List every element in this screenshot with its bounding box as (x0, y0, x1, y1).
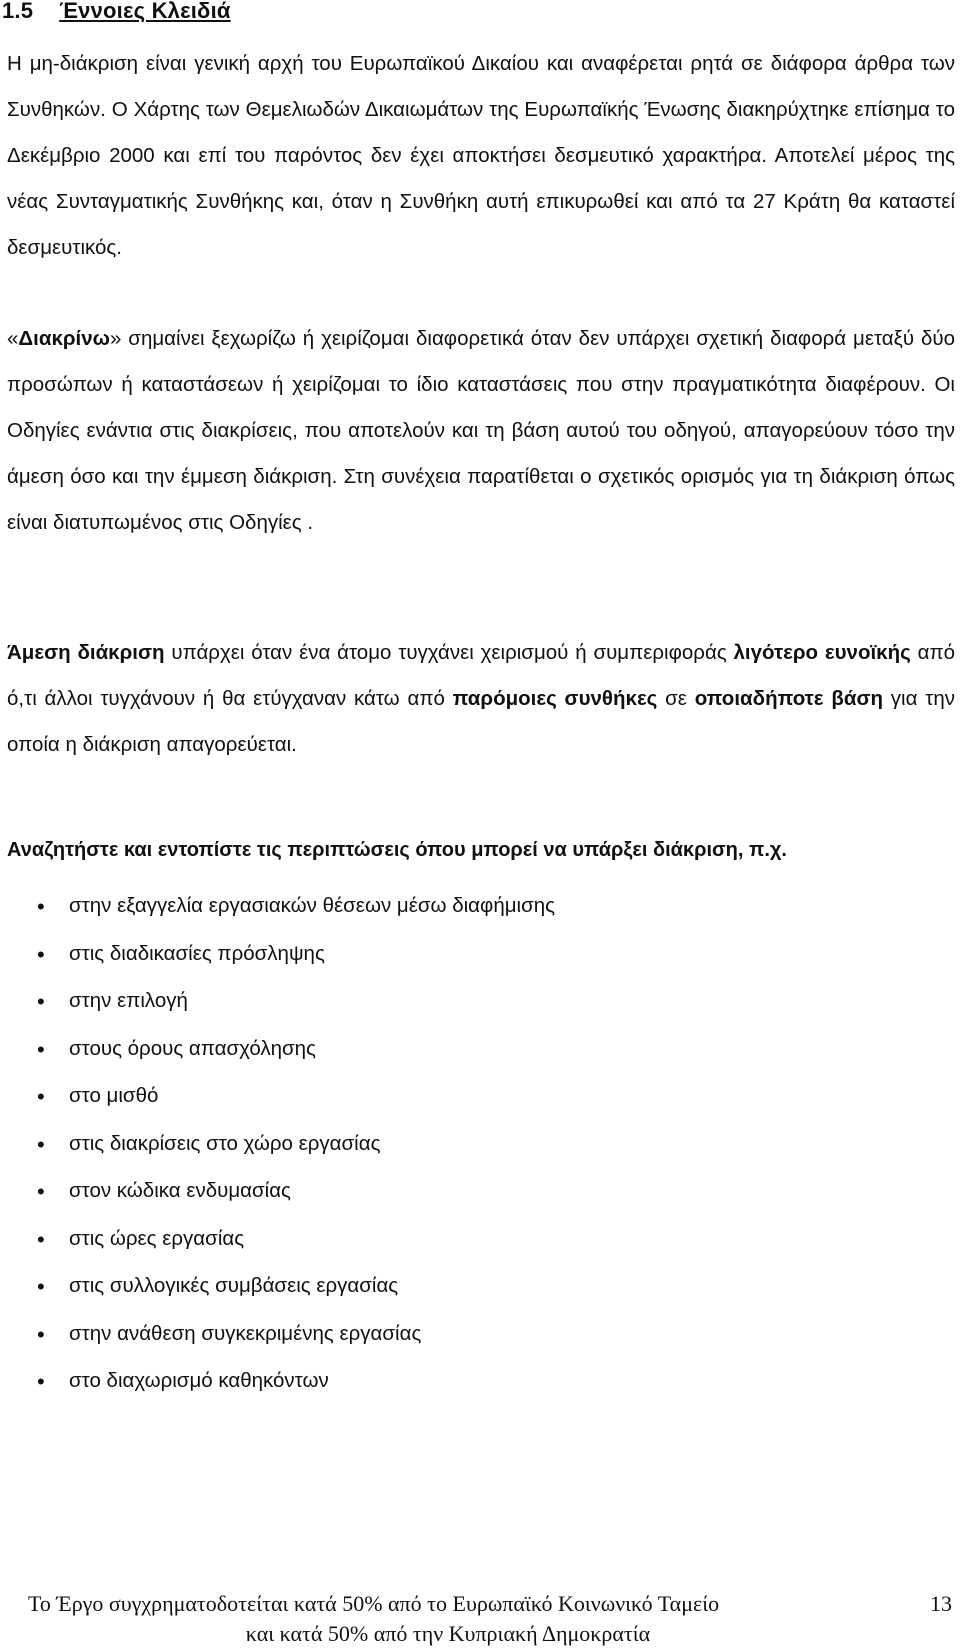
list-item-text: στην επιλογή (69, 989, 188, 1012)
definition-text: » σημαίνει ξεχωρίζω ή χειρίζομαι διαφορετικά όταν δεν υπάρχει σχετική διαφορά μεταξύ δύο προσώπων ή καταστάσεων ή χειρίζομαι το ίδιο καταστάσεις που στην πραγματικότητα διαφέρουν. Οι Οδηγίες ενάντια στις διακρίσεις, που αποτελούν και τη βάση αυτού του οδηγού, απαγορεύουν τόσο την άμεση όσο και την έμμεση διάκριση. Στη συνέχεια παρατίθεται ο σχετικός ορισμός για τη διάκριση όπως είναι διατυπωμένος στις Οδηγίες . (7, 327, 955, 534)
bullet-icon: • (37, 989, 45, 1014)
call-to-action: Αναζητήστε και εντοπίστε τις περιπτώσεις όπου μπορεί να υπάρξει διάκριση, π.χ. (7, 839, 787, 861)
text-segment: σε (657, 687, 695, 710)
list-item-text: στην ανάθεση συγκεκριμένης εργασίας (69, 1321, 422, 1345)
bold-any-ground: οποιαδήποτε βάση (694, 687, 883, 710)
open-quote: « (7, 327, 19, 350)
bullet-icon: • (37, 1036, 45, 1062)
footer-funding-line: Το Έργο συγχρηματοδοτείται κατά 50% από το Ευρωπαϊκό Κοινωνικό Ταμείο (28, 1591, 720, 1616)
footer-funding-line-2: και κατά 50% από την Κυπριακή Δημοκρατία (245, 1621, 651, 1646)
bullet-icon: • (37, 1131, 45, 1157)
list-item-text: στο διαχωρισμό καθηκόντων (69, 1369, 329, 1392)
bold-similar-conditions: παρόμοιες συνθήκες (452, 687, 658, 710)
bullet-icon: • (37, 1226, 45, 1252)
section-heading (2, 0, 231, 24)
bullet-icon: • (37, 1179, 45, 1204)
list-item-text: στο μισθό (69, 1084, 159, 1107)
term-direct-discrimination: Άμεση διάκριση (7, 641, 165, 664)
bold-less-favourable: λιγότερο ευνοϊκής (733, 641, 911, 664)
bullet-icon: • (37, 1084, 45, 1109)
bullet-icon: • (37, 1274, 45, 1299)
paragraph-direct-discrimination (7, 630, 955, 768)
list-item-text: στις ώρες εργασίας (69, 1226, 245, 1250)
list-item-text: στις συλλογικές συμβάσεις εργασίας (69, 1274, 399, 1297)
section-number: 1.5 (2, 0, 34, 23)
bullet-icon: • (37, 1321, 45, 1347)
bullet-icon: • (37, 1369, 45, 1394)
term-discriminate: Διακρίνω (18, 327, 110, 350)
section-title: Έννοιες Κλειδιά (59, 0, 231, 23)
page-number: 13 (930, 1591, 952, 1616)
text-segment: υπάρχει όταν ένα άτομο τυγχάνει χειρισμού ή συμπεριφοράς (164, 641, 734, 664)
bullet-icon: • (37, 941, 45, 967)
paragraph-discriminate-definition (7, 316, 955, 546)
text-segment: για την οποία η διάκριση απαγορεύεται. (7, 687, 955, 756)
paragraph-non-discrimination: Η μη-διάκριση είναι γενική αρχή του Ευρωπαϊκού Δικαίου και αναφέρεται ρητά σε διάφορα άρθρα των Συνθηκών. Ο Χάρτης των Θεμελιωδών Δικαιωμάτων της Ευρωπαϊκής Ένωσης διακηρύχτηκε επίσημα το Δεκέμβριο 2000 και επί του παρόντος δεν έχει αποκτήσει δεσμευτικό χαρακτήρα. Αποτελεί μέρος της νέας Συνταγματικής Συνθήκης και, όταν η Συνθήκη αυτή επικυρωθεί και από τα 27 Κράτη θα καταστεί δεσμευτικός. (7, 52, 955, 259)
text-segment: από ό,τι άλλοι τυγχάνουν ή θα ετύγχαναν κάτω από (7, 641, 956, 710)
list-item-text: στις διακρίσεις στο χώρο εργασίας (69, 1131, 381, 1155)
list-item-text: στον κώδικα ενδυμασίας (69, 1179, 291, 1202)
list-item-text: στις διαδικασίες πρόσληψης (69, 941, 325, 965)
list-item-text: στην εξαγγελία εργασιακών θέσεων μέσω διαφήμισης (69, 894, 556, 917)
list-item-text: στους όρους απασχόλησης (69, 1036, 316, 1060)
bullet-icon: • (37, 894, 45, 919)
